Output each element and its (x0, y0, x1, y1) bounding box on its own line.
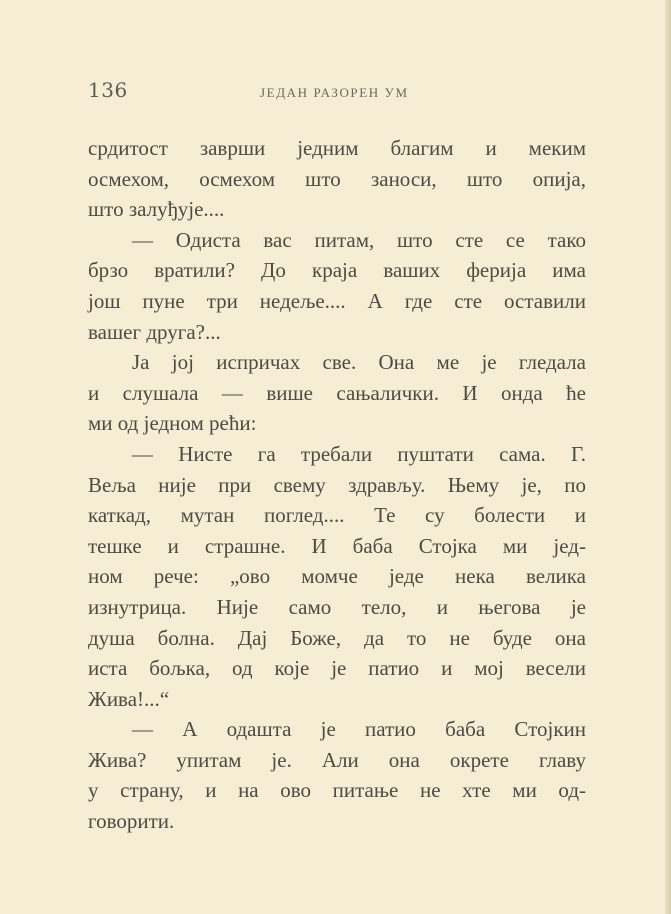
text-line: Ја јој испричах све. Она ме је гледала (132, 350, 586, 375)
text-line: изнутрица. Није само тело, и његова је (88, 594, 586, 619)
text-line: — А одашта је патио баба Стојкин (132, 717, 586, 742)
text-line: душа болна. Дај Боже, да то не буде она (88, 625, 586, 650)
text-line: вашег друга?... (88, 319, 221, 344)
text-line: — Одиста вас питам, што сте се тако (132, 227, 586, 252)
text-line: у страну, и на ово питање не хте ми од- (88, 778, 586, 803)
text-line: Веља није при свему здрављу. Њему је, по (88, 472, 586, 497)
text-line: и слушала — више сањалички. И онда ће (88, 380, 586, 405)
text-line: — Нисте га требали пуштати сама. Г. (132, 441, 586, 466)
page-number: 136 (88, 78, 128, 102)
text-line: тешке и страшне. И баба Стојка ми јед- (88, 533, 586, 558)
text-line: ном рече: „ово момче једе нека велика (88, 564, 586, 589)
text-line: ми од једном рећи: (88, 411, 257, 436)
text-line: осмехом, осмехом што заноси, што опија, (88, 166, 586, 191)
page-header (88, 78, 588, 106)
text-line: што залуђује.... (88, 197, 225, 222)
text-line: иста бољка, од које је патио и мој весели (88, 656, 586, 681)
text-line: још пуне три недеље.... А где сте оставили (88, 288, 586, 313)
running-title: ЈЕДАН РАЗОРЕН УМ (260, 85, 409, 100)
text-line: говорити. (88, 809, 175, 834)
text-line: каткад, мутан поглед.... Те су болести и (88, 503, 586, 528)
text-line: Жива? упитам је. Али она окрете главу (88, 747, 586, 772)
page-edge (665, 0, 671, 914)
text-line: Жива!...“ (88, 686, 170, 711)
text-line: срдитост заврши једним благим и меким (88, 136, 586, 160)
body-text (88, 133, 586, 837)
text-line: брзо вратили? До краја ваших ферија има (88, 258, 586, 283)
